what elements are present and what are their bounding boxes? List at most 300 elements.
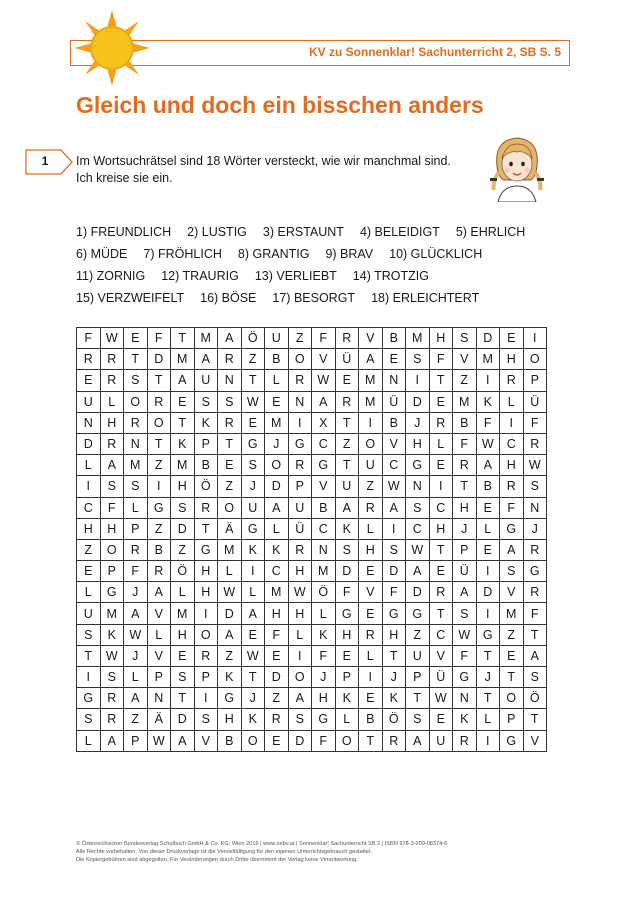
grid-cell[interactable]: W — [218, 582, 242, 603]
grid-cell[interactable]: C — [383, 455, 407, 476]
grid-cell[interactable]: T — [336, 413, 360, 434]
grid-cell[interactable]: I — [195, 688, 219, 709]
grid-cell[interactable]: E — [359, 561, 383, 582]
grid-cell[interactable]: A — [406, 561, 430, 582]
grid-cell[interactable]: H — [171, 625, 195, 646]
grid-cell[interactable]: A — [406, 731, 430, 752]
grid-cell[interactable]: I — [289, 413, 313, 434]
grid-cell[interactable]: Ä — [218, 519, 242, 540]
grid-cell[interactable]: G — [406, 455, 430, 476]
grid-cell[interactable]: G — [312, 709, 336, 730]
grid-cell[interactable]: J — [265, 434, 289, 455]
grid-cell[interactable]: Z — [148, 519, 172, 540]
grid-cell[interactable]: L — [242, 582, 266, 603]
grid-cell[interactable]: A — [289, 688, 313, 709]
grid-cell[interactable]: D — [171, 519, 195, 540]
grid-cell[interactable]: R — [124, 540, 148, 561]
grid-cell[interactable]: R — [524, 540, 548, 561]
grid-cell[interactable]: Ö — [242, 328, 266, 349]
grid-cell[interactable]: M — [453, 392, 477, 413]
grid-cell[interactable]: I — [242, 561, 266, 582]
grid-cell[interactable]: I — [477, 731, 501, 752]
grid-cell[interactable]: O — [195, 625, 219, 646]
grid-cell[interactable]: U — [430, 731, 454, 752]
grid-cell[interactable]: T — [124, 349, 148, 370]
grid-cell[interactable]: G — [77, 688, 101, 709]
grid-cell[interactable]: Z — [359, 476, 383, 497]
grid-cell[interactable]: G — [500, 731, 524, 752]
grid-cell[interactable]: G — [195, 540, 219, 561]
grid-cell[interactable]: F — [430, 349, 454, 370]
grid-cell[interactable]: S — [242, 455, 266, 476]
grid-cell[interactable]: E — [500, 328, 524, 349]
grid-cell[interactable]: S — [124, 370, 148, 391]
grid-cell[interactable]: T — [453, 476, 477, 497]
grid-cell[interactable]: O — [500, 688, 524, 709]
grid-cell[interactable]: S — [406, 709, 430, 730]
grid-cell[interactable]: O — [124, 392, 148, 413]
grid-cell[interactable]: L — [477, 519, 501, 540]
grid-cell[interactable]: C — [500, 434, 524, 455]
grid-cell[interactable]: A — [218, 625, 242, 646]
grid-cell[interactable]: E — [477, 540, 501, 561]
grid-cell[interactable]: O — [101, 540, 125, 561]
grid-cell[interactable]: R — [101, 349, 125, 370]
grid-cell[interactable]: Z — [218, 646, 242, 667]
grid-cell[interactable]: V — [148, 646, 172, 667]
grid-cell[interactable]: I — [359, 667, 383, 688]
grid-cell[interactable]: G — [148, 498, 172, 519]
grid-cell[interactable]: N — [406, 476, 430, 497]
grid-cell[interactable]: W — [383, 476, 407, 497]
grid-cell[interactable]: Z — [171, 540, 195, 561]
grid-cell[interactable]: R — [524, 582, 548, 603]
grid-cell[interactable]: K — [101, 625, 125, 646]
grid-cell[interactable]: H — [383, 625, 407, 646]
grid-cell[interactable]: T — [430, 540, 454, 561]
grid-cell[interactable]: S — [524, 667, 548, 688]
grid-cell[interactable]: C — [312, 434, 336, 455]
grid-cell[interactable]: L — [218, 561, 242, 582]
grid-cell[interactable]: Z — [242, 349, 266, 370]
grid-cell[interactable]: H — [101, 413, 125, 434]
grid-cell[interactable]: I — [289, 646, 313, 667]
grid-cell[interactable]: E — [430, 561, 454, 582]
grid-cell[interactable]: V — [312, 476, 336, 497]
grid-cell[interactable]: G — [242, 434, 266, 455]
grid-cell[interactable]: T — [148, 370, 172, 391]
grid-cell[interactable]: T — [430, 370, 454, 391]
grid-cell[interactable]: P — [148, 667, 172, 688]
grid-cell[interactable]: F — [265, 625, 289, 646]
grid-cell[interactable]: E — [171, 392, 195, 413]
grid-cell[interactable]: U — [336, 476, 360, 497]
grid-cell[interactable]: X — [312, 413, 336, 434]
grid-cell[interactable]: I — [477, 561, 501, 582]
grid-cell[interactable]: D — [265, 667, 289, 688]
grid-cell[interactable]: K — [242, 709, 266, 730]
grid-cell[interactable]: P — [453, 540, 477, 561]
grid-cell[interactable]: R — [336, 328, 360, 349]
grid-cell[interactable]: M — [500, 603, 524, 624]
grid-cell[interactable]: P — [406, 667, 430, 688]
grid-cell[interactable]: V — [500, 582, 524, 603]
grid-cell[interactable]: Ö — [195, 476, 219, 497]
grid-cell[interactable]: R — [195, 646, 219, 667]
grid-cell[interactable]: A — [171, 731, 195, 752]
grid-cell[interactable]: T — [500, 667, 524, 688]
grid-cell[interactable]: V — [195, 731, 219, 752]
grid-cell[interactable]: F — [524, 603, 548, 624]
grid-cell[interactable]: I — [524, 328, 548, 349]
grid-cell[interactable]: E — [430, 392, 454, 413]
grid-cell[interactable]: D — [383, 561, 407, 582]
grid-cell[interactable]: M — [406, 328, 430, 349]
grid-cell[interactable]: Z — [453, 370, 477, 391]
grid-cell[interactable]: N — [383, 370, 407, 391]
grid-cell[interactable]: M — [359, 370, 383, 391]
grid-cell[interactable]: N — [312, 540, 336, 561]
grid-cell[interactable]: H — [359, 540, 383, 561]
grid-cell[interactable]: L — [477, 709, 501, 730]
grid-cell[interactable]: N — [148, 688, 172, 709]
grid-cell[interactable]: Z — [406, 625, 430, 646]
grid-cell[interactable]: Ü — [289, 519, 313, 540]
grid-cell[interactable]: Z — [500, 625, 524, 646]
grid-cell[interactable]: D — [406, 582, 430, 603]
grid-cell[interactable]: B — [218, 731, 242, 752]
grid-cell[interactable]: M — [195, 328, 219, 349]
grid-cell[interactable]: E — [77, 370, 101, 391]
grid-cell[interactable]: D — [218, 603, 242, 624]
grid-cell[interactable]: Ü — [453, 561, 477, 582]
grid-cell[interactable]: L — [101, 392, 125, 413]
grid-cell[interactable]: G — [500, 519, 524, 540]
grid-cell[interactable]: J — [312, 667, 336, 688]
grid-cell[interactable]: Z — [124, 709, 148, 730]
grid-cell[interactable]: A — [453, 582, 477, 603]
grid-cell[interactable]: A — [171, 370, 195, 391]
grid-cell[interactable]: R — [289, 540, 313, 561]
grid-cell[interactable]: U — [242, 498, 266, 519]
grid-cell[interactable]: P — [101, 561, 125, 582]
grid-cell[interactable]: O — [242, 731, 266, 752]
grid-cell[interactable]: L — [312, 603, 336, 624]
grid-cell[interactable]: B — [383, 328, 407, 349]
grid-cell[interactable]: T — [218, 434, 242, 455]
grid-cell[interactable]: A — [195, 349, 219, 370]
grid-cell[interactable]: N — [453, 688, 477, 709]
grid-cell[interactable]: A — [242, 603, 266, 624]
grid-cell[interactable]: T — [524, 625, 548, 646]
grid-cell[interactable]: S — [289, 709, 313, 730]
grid-cell[interactable]: U — [77, 603, 101, 624]
grid-cell[interactable]: S — [218, 392, 242, 413]
grid-cell[interactable]: R — [289, 370, 313, 391]
grid-cell[interactable]: L — [359, 646, 383, 667]
grid-cell[interactable]: R — [101, 709, 125, 730]
grid-cell[interactable]: F — [336, 582, 360, 603]
grid-cell[interactable]: Z — [148, 455, 172, 476]
grid-cell[interactable]: I — [148, 476, 172, 497]
grid-cell[interactable]: C — [312, 519, 336, 540]
grid-cell[interactable]: E — [218, 455, 242, 476]
grid-cell[interactable]: A — [148, 582, 172, 603]
grid-cell[interactable]: N — [218, 370, 242, 391]
grid-cell[interactable]: R — [218, 349, 242, 370]
grid-cell[interactable]: D — [289, 731, 313, 752]
grid-cell[interactable]: S — [101, 476, 125, 497]
grid-cell[interactable]: V — [359, 582, 383, 603]
grid-cell[interactable]: G — [336, 603, 360, 624]
grid-cell[interactable]: G — [524, 561, 548, 582]
grid-cell[interactable]: P — [124, 731, 148, 752]
grid-cell[interactable]: E — [500, 646, 524, 667]
grid-cell[interactable]: D — [477, 582, 501, 603]
grid-cell[interactable]: L — [77, 455, 101, 476]
grid-cell[interactable]: S — [406, 349, 430, 370]
grid-cell[interactable]: R — [101, 434, 125, 455]
grid-cell[interactable]: S — [124, 476, 148, 497]
grid-cell[interactable]: B — [359, 709, 383, 730]
grid-cell[interactable]: H — [289, 603, 313, 624]
grid-cell[interactable]: T — [477, 646, 501, 667]
grid-cell[interactable]: W — [242, 392, 266, 413]
grid-cell[interactable]: P — [289, 476, 313, 497]
grid-cell[interactable]: S — [77, 709, 101, 730]
grid-cell[interactable]: L — [430, 434, 454, 455]
grid-cell[interactable]: H — [336, 625, 360, 646]
grid-cell[interactable]: L — [77, 582, 101, 603]
grid-cell[interactable]: F — [148, 328, 172, 349]
grid-cell[interactable]: G — [101, 582, 125, 603]
grid-cell[interactable]: L — [289, 625, 313, 646]
grid-cell[interactable]: P — [524, 370, 548, 391]
grid-cell[interactable]: B — [265, 349, 289, 370]
grid-cell[interactable]: F — [124, 561, 148, 582]
grid-cell[interactable]: R — [195, 498, 219, 519]
grid-cell[interactable]: W — [453, 625, 477, 646]
grid-cell[interactable]: U — [406, 646, 430, 667]
grid-cell[interactable]: V — [148, 603, 172, 624]
grid-cell[interactable]: H — [77, 519, 101, 540]
grid-cell[interactable]: F — [101, 498, 125, 519]
grid-cell[interactable]: I — [77, 476, 101, 497]
grid-cell[interactable]: E — [242, 413, 266, 434]
grid-cell[interactable]: G — [289, 434, 313, 455]
grid-cell[interactable]: R — [148, 561, 172, 582]
grid-cell[interactable]: B — [195, 455, 219, 476]
grid-cell[interactable]: P — [336, 667, 360, 688]
grid-cell[interactable]: A — [101, 455, 125, 476]
grid-cell[interactable]: V — [312, 349, 336, 370]
grid-cell[interactable]: L — [77, 731, 101, 752]
grid-cell[interactable]: T — [383, 646, 407, 667]
grid-cell[interactable]: Ä — [148, 709, 172, 730]
grid-cell[interactable]: L — [265, 370, 289, 391]
grid-cell[interactable]: L — [336, 709, 360, 730]
grid-cell[interactable]: M — [265, 413, 289, 434]
grid-cell[interactable]: R — [359, 625, 383, 646]
grid-cell[interactable]: P — [195, 434, 219, 455]
grid-cell[interactable]: M — [312, 561, 336, 582]
grid-cell[interactable]: K — [195, 413, 219, 434]
grid-cell[interactable]: O — [218, 498, 242, 519]
grid-cell[interactable]: F — [453, 434, 477, 455]
grid-cell[interactable]: U — [359, 455, 383, 476]
grid-cell[interactable]: S — [453, 328, 477, 349]
grid-cell[interactable]: C — [406, 519, 430, 540]
grid-cell[interactable]: B — [148, 540, 172, 561]
grid-cell[interactable]: H — [195, 582, 219, 603]
grid-cell[interactable]: W — [101, 646, 125, 667]
grid-cell[interactable]: R — [101, 688, 125, 709]
grid-cell[interactable]: T — [359, 731, 383, 752]
grid-cell[interactable]: L — [124, 498, 148, 519]
grid-cell[interactable]: O — [336, 731, 360, 752]
grid-cell[interactable]: V — [453, 349, 477, 370]
grid-cell[interactable]: H — [500, 349, 524, 370]
grid-cell[interactable]: R — [148, 392, 172, 413]
grid-cell[interactable]: I — [77, 667, 101, 688]
grid-cell[interactable]: H — [101, 519, 125, 540]
grid-cell[interactable]: J — [524, 519, 548, 540]
grid-cell[interactable]: W — [406, 540, 430, 561]
grid-cell[interactable]: E — [430, 709, 454, 730]
grid-cell[interactable]: I — [477, 603, 501, 624]
grid-cell[interactable]: E — [383, 349, 407, 370]
grid-cell[interactable]: Ü — [524, 392, 548, 413]
grid-cell[interactable]: F — [77, 328, 101, 349]
grid-cell[interactable]: E — [77, 561, 101, 582]
grid-cell[interactable]: W — [477, 434, 501, 455]
grid-cell[interactable]: T — [195, 519, 219, 540]
grid-cell[interactable]: K — [265, 540, 289, 561]
grid-cell[interactable]: F — [312, 731, 336, 752]
grid-cell[interactable]: U — [195, 370, 219, 391]
grid-cell[interactable]: A — [383, 498, 407, 519]
grid-cell[interactable]: R — [336, 392, 360, 413]
grid-cell[interactable]: T — [524, 709, 548, 730]
grid-cell[interactable]: U — [265, 328, 289, 349]
grid-cell[interactable]: H — [312, 688, 336, 709]
grid-cell[interactable]: R — [359, 498, 383, 519]
grid-cell[interactable]: U — [77, 392, 101, 413]
grid-cell[interactable]: K — [171, 434, 195, 455]
grid-cell[interactable]: M — [101, 603, 125, 624]
grid-cell[interactable]: P — [500, 709, 524, 730]
grid-cell[interactable]: J — [124, 582, 148, 603]
grid-cell[interactable]: S — [500, 561, 524, 582]
grid-cell[interactable]: L — [359, 519, 383, 540]
grid-cell[interactable]: R — [453, 731, 477, 752]
grid-cell[interactable]: Z — [77, 540, 101, 561]
grid-cell[interactable]: Ü — [430, 667, 454, 688]
grid-cell[interactable]: D — [77, 434, 101, 455]
grid-cell[interactable]: A — [124, 603, 148, 624]
grid-cell[interactable]: A — [218, 328, 242, 349]
grid-cell[interactable]: J — [242, 688, 266, 709]
grid-cell[interactable]: E — [265, 392, 289, 413]
grid-cell[interactable]: R — [453, 455, 477, 476]
grid-cell[interactable]: R — [500, 476, 524, 497]
grid-cell[interactable]: A — [500, 540, 524, 561]
grid-cell[interactable]: K — [336, 688, 360, 709]
grid-cell[interactable]: I — [359, 413, 383, 434]
grid-cell[interactable]: E — [359, 603, 383, 624]
grid-cell[interactable]: V — [359, 328, 383, 349]
grid-cell[interactable]: B — [312, 498, 336, 519]
grid-cell[interactable]: R — [101, 370, 125, 391]
grid-cell[interactable]: A — [359, 349, 383, 370]
grid-cell[interactable]: J — [406, 413, 430, 434]
grid-cell[interactable]: A — [101, 731, 125, 752]
grid-cell[interactable]: A — [336, 498, 360, 519]
grid-cell[interactable]: M — [477, 349, 501, 370]
grid-cell[interactable]: R — [218, 413, 242, 434]
grid-cell[interactable]: I — [500, 413, 524, 434]
grid-cell[interactable]: D — [336, 561, 360, 582]
grid-cell[interactable]: S — [101, 667, 125, 688]
grid-cell[interactable]: B — [477, 476, 501, 497]
grid-cell[interactable]: B — [453, 413, 477, 434]
grid-cell[interactable]: Z — [336, 434, 360, 455]
grid-cell[interactable]: E — [359, 688, 383, 709]
grid-cell[interactable]: E — [336, 370, 360, 391]
grid-cell[interactable]: T — [171, 413, 195, 434]
grid-cell[interactable]: O — [289, 349, 313, 370]
grid-cell[interactable]: K — [218, 667, 242, 688]
grid-cell[interactable]: I — [430, 476, 454, 497]
grid-cell[interactable]: T — [171, 328, 195, 349]
grid-cell[interactable]: H — [218, 709, 242, 730]
grid-cell[interactable]: L — [148, 625, 172, 646]
grid-cell[interactable]: M — [359, 392, 383, 413]
grid-cell[interactable]: R — [500, 370, 524, 391]
grid-cell[interactable]: F — [312, 646, 336, 667]
grid-cell[interactable]: E — [124, 328, 148, 349]
grid-cell[interactable]: N — [289, 392, 313, 413]
grid-cell[interactable]: J — [242, 476, 266, 497]
grid-cell[interactable]: F — [477, 413, 501, 434]
grid-cell[interactable]: S — [195, 392, 219, 413]
grid-cell[interactable]: C — [265, 561, 289, 582]
grid-cell[interactable]: T — [406, 688, 430, 709]
grid-cell[interactable]: J — [453, 519, 477, 540]
grid-cell[interactable]: N — [77, 413, 101, 434]
grid-cell[interactable]: F — [383, 582, 407, 603]
grid-cell[interactable]: Ö — [171, 561, 195, 582]
grid-cell[interactable]: I — [477, 370, 501, 391]
grid-cell[interactable]: K — [242, 540, 266, 561]
grid-cell[interactable]: F — [312, 328, 336, 349]
grid-cell[interactable]: S — [406, 498, 430, 519]
grid-cell[interactable]: F — [453, 646, 477, 667]
grid-cell[interactable]: L — [124, 667, 148, 688]
grid-cell[interactable]: M — [124, 455, 148, 476]
grid-cell[interactable]: E — [336, 646, 360, 667]
grid-cell[interactable]: W — [242, 646, 266, 667]
grid-cell[interactable]: G — [453, 667, 477, 688]
grid-cell[interactable]: R — [524, 434, 548, 455]
grid-cell[interactable]: T — [171, 688, 195, 709]
grid-cell[interactable]: H — [406, 434, 430, 455]
grid-cell[interactable]: C — [430, 625, 454, 646]
grid-cell[interactable]: R — [430, 582, 454, 603]
grid-cell[interactable]: S — [195, 709, 219, 730]
grid-cell[interactable]: W — [148, 731, 172, 752]
grid-cell[interactable]: W — [430, 688, 454, 709]
